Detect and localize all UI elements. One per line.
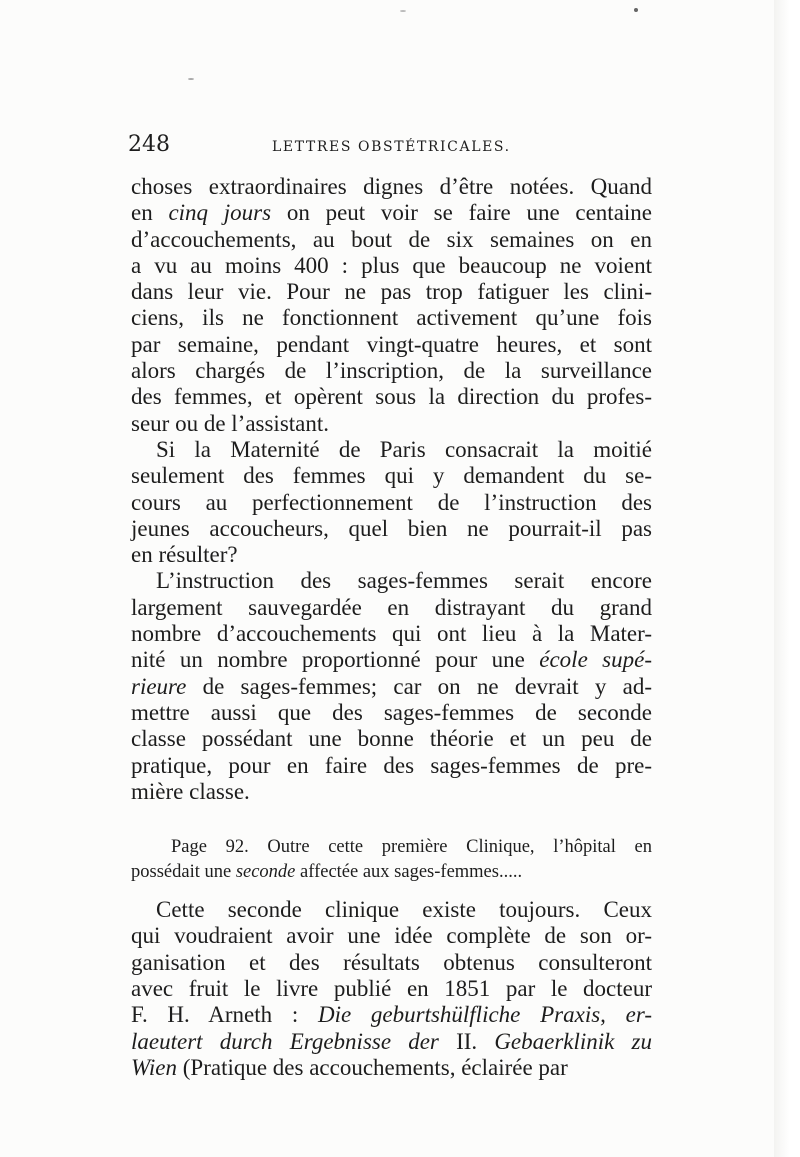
footnote (131, 835, 652, 885)
text-line (131, 227, 652, 253)
text-run: choses extraordinaires dignes d’être notées. Quand (131, 174, 652, 199)
paragraph (131, 437, 652, 568)
text-line (131, 1055, 652, 1081)
text-line (131, 950, 652, 976)
text-run: en (131, 200, 169, 226)
text-line (131, 279, 652, 305)
text-run: Cette seconde clinique existe toujours. Ceux (156, 897, 652, 923)
paragraph (131, 568, 652, 805)
text-line (131, 490, 652, 516)
paragraph (131, 174, 652, 437)
italic-run: Wien (131, 1054, 177, 1080)
text-line (131, 200, 652, 226)
text-line (131, 726, 652, 752)
italic-run: laeutert durch Ergebnisse der (131, 1028, 439, 1054)
text-run: seulement des femmes qui y demandent du se- (131, 463, 652, 489)
text-run: nité un nombre proportionné pour une (131, 647, 540, 673)
text-line (131, 835, 652, 860)
text-run: par semaine, pendant vingt-quatre heures, et sont (131, 331, 652, 357)
text-run: affectée aux sages-femmes..... (295, 862, 523, 883)
text-line (131, 174, 652, 200)
following-paragraphs (131, 897, 652, 1081)
text-run: F. H. Arneth : (131, 1002, 318, 1028)
text-run: ganisation et des résultats obtenus consulteront (131, 949, 652, 975)
text-run: avec fruit le livre publié en 1851 par le docteur (131, 976, 652, 1002)
text-line (131, 647, 652, 673)
text-line (131, 621, 652, 647)
body-text (131, 174, 652, 1081)
italic-run: rieure (131, 673, 187, 699)
text-run: jeunes accoucheurs, quel bien ne pourrait-il pas (131, 515, 652, 541)
text-run: largement sauvegardée en distrayant du grand (131, 594, 652, 620)
text-line (131, 411, 652, 437)
text-line (131, 463, 652, 489)
text-line (131, 1002, 652, 1028)
text-run: Page 92. Outre cette première Clinique, l’hôpital en (171, 837, 652, 858)
text-line (131, 923, 652, 949)
text-line (131, 976, 652, 1002)
page-header (128, 132, 648, 166)
text-run: cours au perfectionnement de l’instruction des (131, 489, 652, 515)
text-run: Si la Maternité de Paris consacrait la moitié (156, 436, 652, 462)
text-run: II. (438, 1028, 495, 1054)
italic-run: cinq jours (168, 200, 272, 226)
text-line (131, 860, 652, 885)
ink-speck (634, 8, 638, 12)
text-line (131, 595, 652, 621)
text-line (131, 437, 652, 463)
italic-run: école supé- (539, 647, 652, 673)
text-run: on peut voir se faire une centaine (271, 200, 653, 226)
text-run: pratique, pour en faire des sages-femmes de pre- (131, 752, 652, 778)
italic-run: Gebaerklinik zu (494, 1028, 653, 1054)
text-run: alors chargés de l’inscription, de la surveillance (131, 358, 652, 384)
text-line (131, 674, 652, 700)
text-run: mière classe. (131, 778, 250, 804)
text-line (131, 332, 652, 358)
text-line (131, 253, 652, 279)
text-run: dans leur vie. Pour ne pas trop fatiguer les clini- (131, 279, 652, 305)
italic-run: Die geburtshülfliche Praxis, er- (317, 1002, 652, 1028)
text-line (131, 897, 652, 923)
text-line (131, 358, 652, 384)
italic-run: seconde (235, 862, 296, 883)
text-line (131, 700, 652, 726)
text-line (131, 753, 652, 779)
page-edge-shadow (774, 0, 800, 1157)
ink-speck (188, 78, 194, 80)
text-run: possédait une (131, 862, 236, 883)
text-run: mettre aussi que des sages-femmes de seconde (131, 699, 652, 725)
text-run: de sages-femmes; car on ne devrait y ad- (186, 673, 652, 699)
text-run: ciens, ils ne fonctionnent activement qu’une fois (131, 305, 652, 331)
text-run: des femmes, et opèrent sous la direction du profes- (131, 384, 652, 410)
text-run: en résulter? (131, 542, 238, 568)
ink-speck (400, 10, 406, 12)
text-run: classe possédant une bonne théorie et un peu de (131, 726, 652, 752)
text-run: (Pratique des accouchements, éclairée par (177, 1054, 568, 1080)
page-number: 248 (128, 132, 170, 157)
text-line (131, 779, 652, 805)
text-line (131, 568, 652, 594)
text-line (131, 384, 652, 410)
text-line (131, 1029, 652, 1055)
text-line (131, 516, 652, 542)
text-run: seur ou de l’assistant. (131, 410, 330, 436)
text-line (131, 305, 652, 331)
main-paragraphs (131, 174, 652, 805)
text-run: qui voudraient avoir une idée complète de son or- (131, 923, 652, 949)
text-run: nombre d’accouchements qui ont lieu à la Mater- (131, 621, 652, 647)
text-line (131, 542, 652, 568)
text-run: a vu au moins 400 : plus que beaucoup ne voient (131, 252, 652, 278)
paragraph (131, 897, 652, 1081)
text-run: L’instruction des sages-femmes serait encore (156, 568, 652, 594)
text-run: d’accouchements, au bout de six semaines on en (131, 226, 652, 252)
running-title: LETTRES OBSTÉTRICALES. (272, 139, 511, 155)
